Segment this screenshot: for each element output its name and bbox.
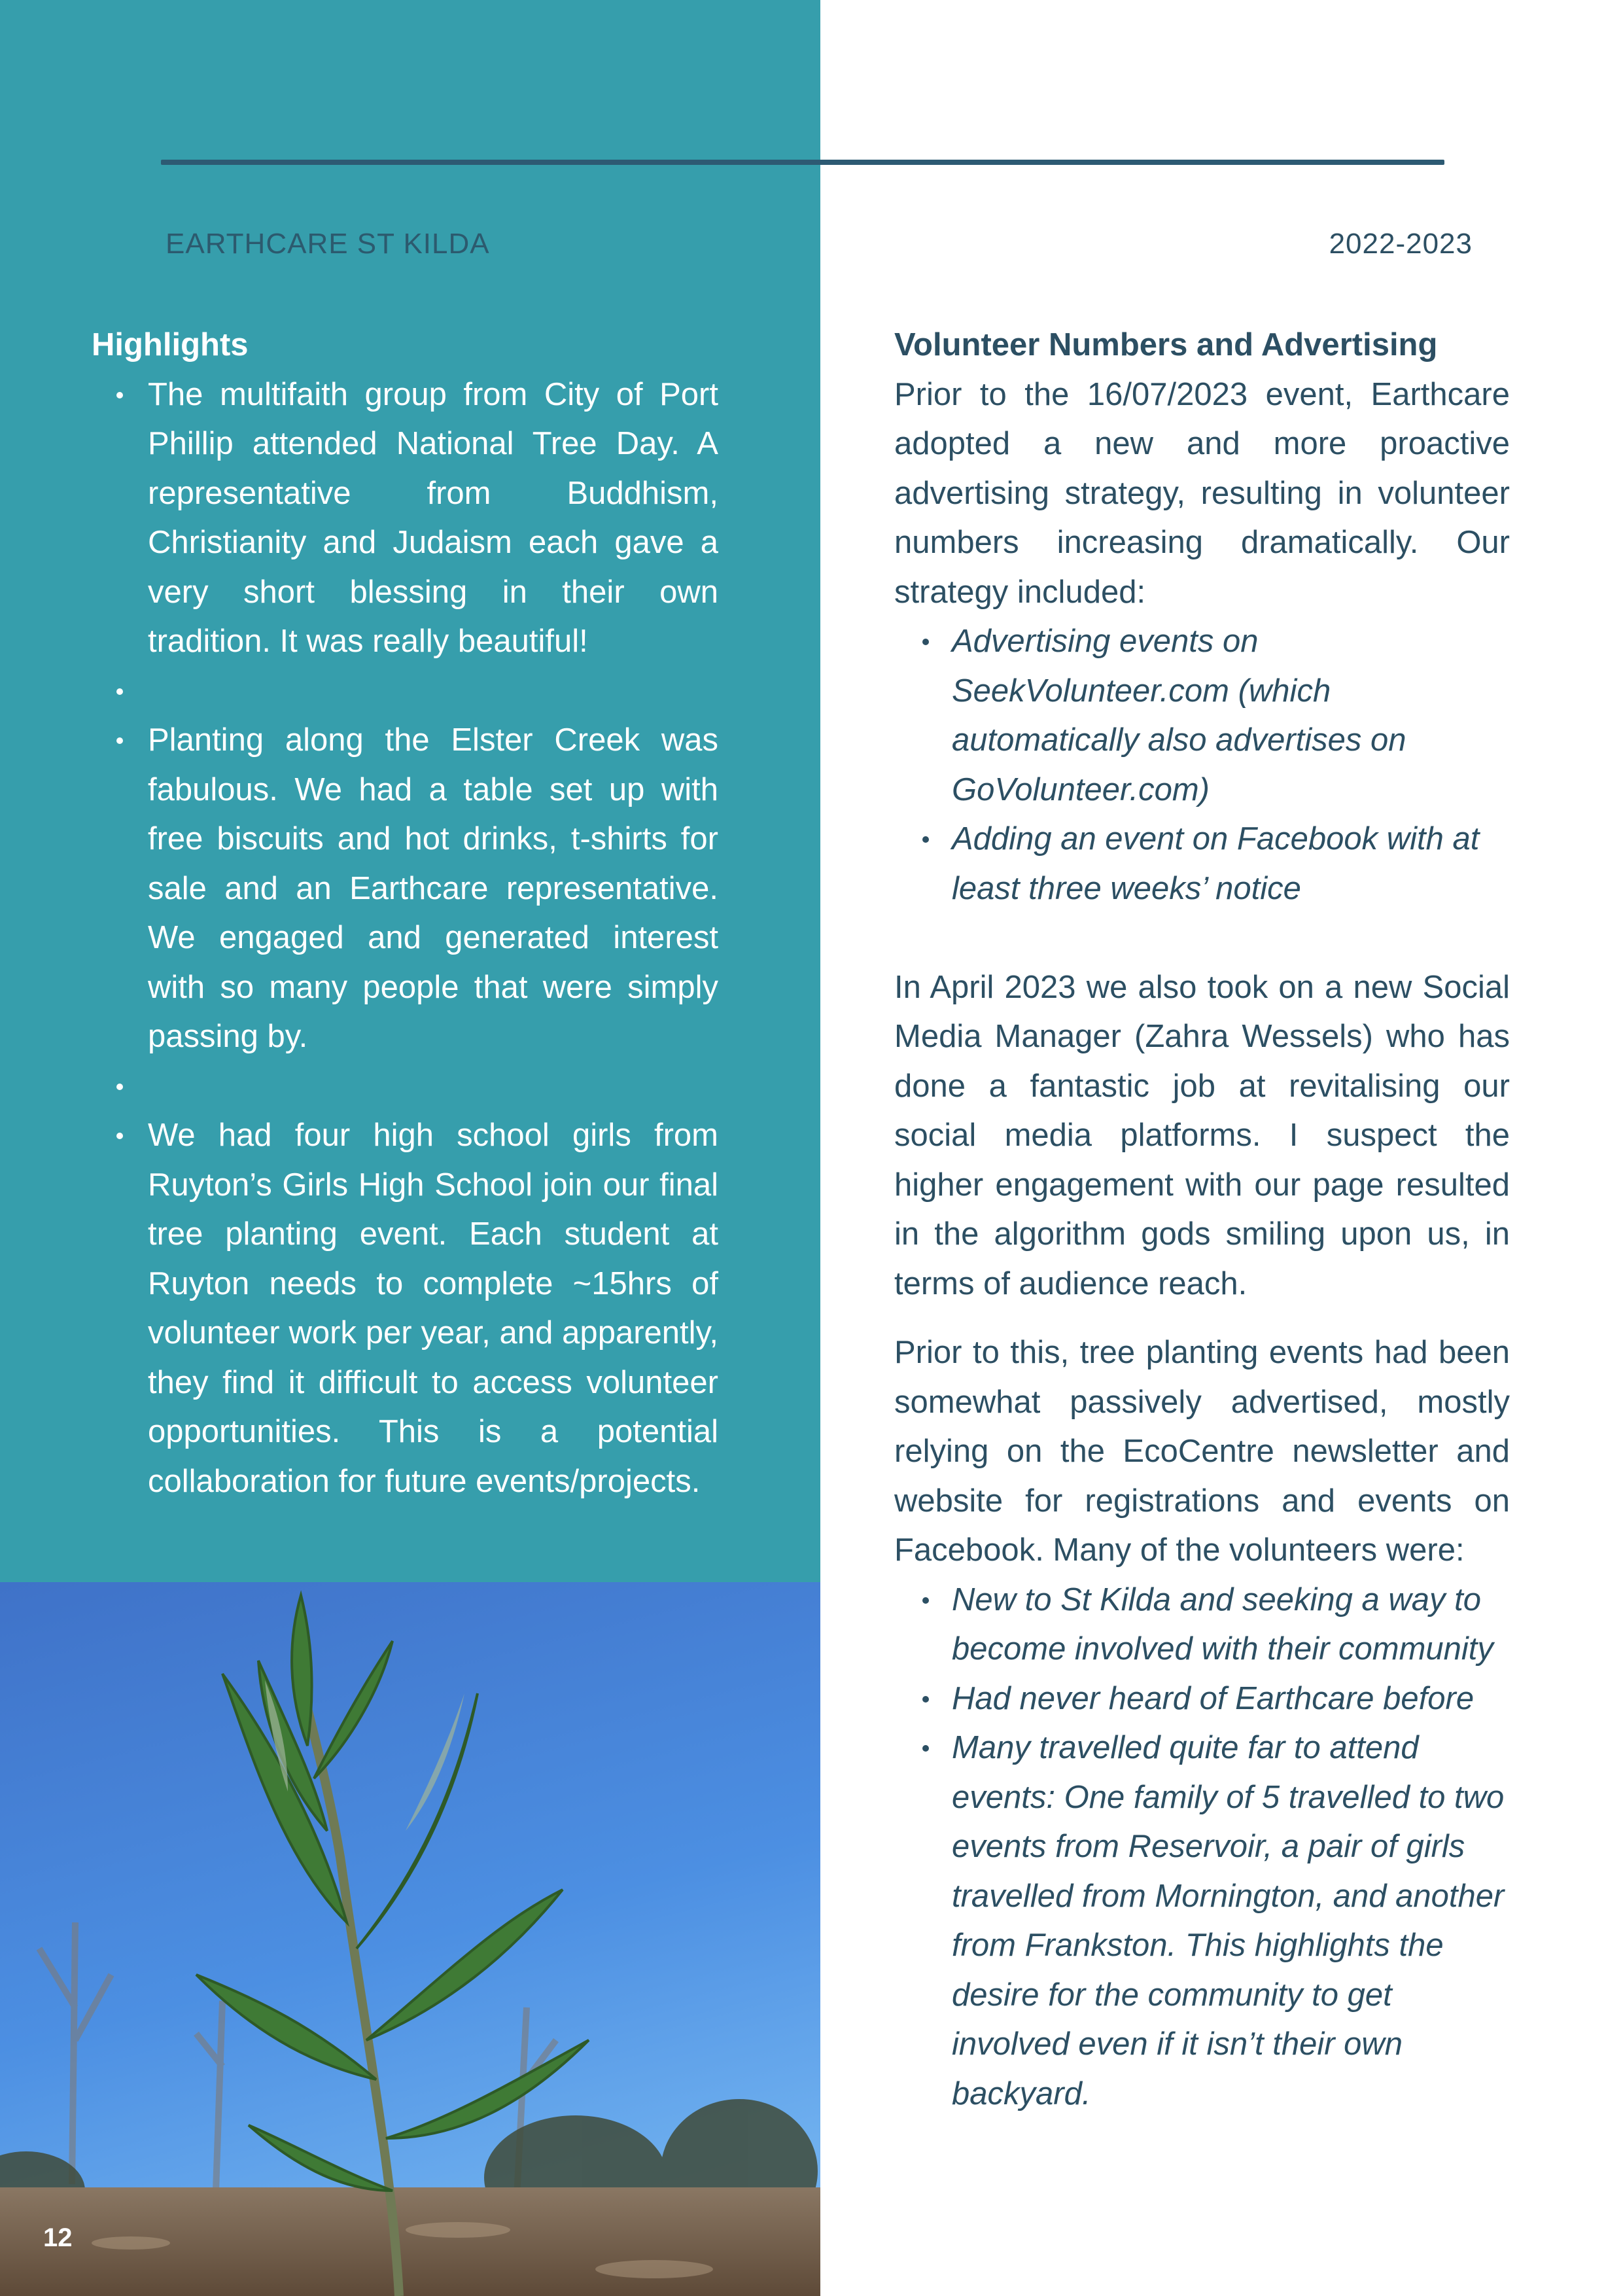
list-item: We had four high school girls from Ruyton’s Girls High School join our final tree planting event. Each student at Ruyton needs to complete ~15hrs of volunteer work per year, and apparently, they find it difficult to access volunteer opportunities. This is a potential collaboration for future events/projects. (148, 1111, 718, 1506)
page-number: 12 (43, 2223, 73, 2252)
strategy-list (894, 617, 1510, 913)
paragraph-spacer (894, 1309, 1510, 1328)
seedling-photo (0, 1582, 820, 2296)
social-media-paragraph: In April 2023 we also took on a new Social Media Manager (Zahra Wessels) who has done a fantastic job at revitalising our social media platforms. I suspect the higher engagement with our page resulted in the algorithm gods smiling upon us, in terms of audience reach. (894, 969, 1510, 1301)
list-item: Many travelled quite far to attend events: One family of 5 travelled to two events from Reservoir, a pair of girls travelled from Mornington, and another from Frankston. This highlights the desire for the community to get involved even if it isn’t their own backyard. (952, 1723, 1510, 2119)
list-item: Had never heard of Earthcare before (952, 1674, 1510, 1724)
report-year: 2022-2023 (1329, 228, 1473, 260)
list-item: New to St Kilda and seeking a way to become involved with their community (952, 1576, 1510, 1674)
highlights-column (92, 321, 718, 1506)
list-item: Advertising events on SeekVolunteer.com (which automatically also advertises on GoVolunteer.com) (952, 617, 1510, 815)
list-spacer (148, 667, 718, 716)
org-name: EARTHCARE ST KILDA (166, 228, 490, 260)
intro-paragraph: Prior to the 16/07/2023 event, Earthcare adopted a new and more proactive advertising strategy, resulting in volunteer numbers increasing dramatically. Our strategy included: (894, 376, 1510, 610)
header-rule (161, 160, 1444, 165)
highlights-heading: Highlights (92, 327, 249, 362)
list-item: Planting along the Elster Creek was fabulous. We had a table set up with free biscuits and hot drinks, t-shirts for sale and an Earthcare representative. We engaged and generated interest with so many people that were simply passing by. (148, 716, 718, 1062)
volunteer-column (894, 321, 1510, 2119)
seedling-photo-illustration (0, 1582, 820, 2296)
volunteer-heading: Volunteer Numbers and Advertising (894, 327, 1438, 362)
list-item: Adding an event on Facebook with at least three weeks’ notice (952, 815, 1510, 913)
highlights-list (92, 370, 718, 1507)
list-spacer (148, 1062, 718, 1112)
paragraph-spacer (894, 913, 1510, 963)
prior-paragraph: Prior to this, tree planting events had been somewhat passively advertised, mostly relying on the EcoCentre newsletter and website for registrations and events on Facebook. Many of the volunteers were: (894, 1335, 1510, 1568)
volunteer-list (894, 1576, 1510, 2119)
list-item: The multifaith group from City of Port Phillip attended National Tree Day. A representative from Buddhism, Christianity and Judaism each gave a very short blessing in their own tradition. It was really beautiful! (148, 370, 718, 667)
